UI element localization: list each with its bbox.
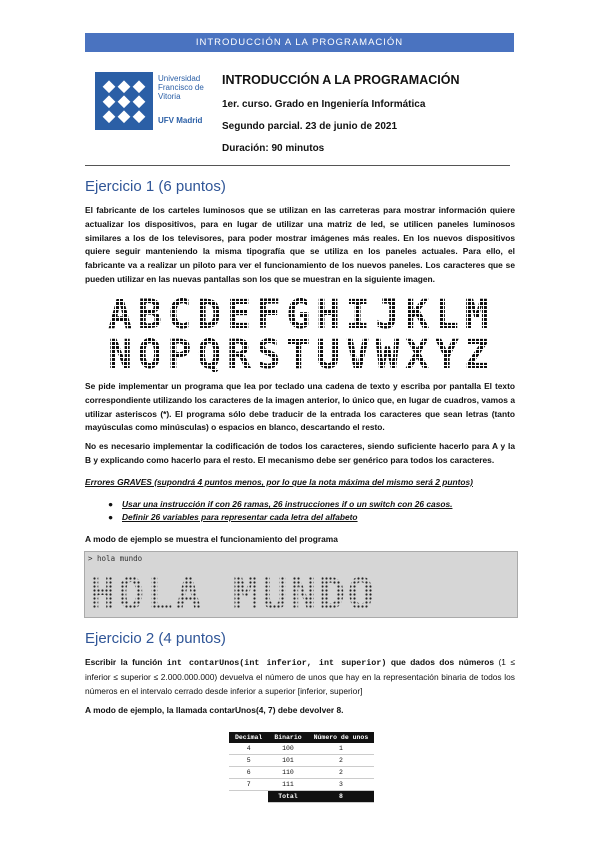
header-bar: INTRODUCCIÓN A LA PROGRAMACIÓN bbox=[85, 33, 514, 52]
logo-line: Francisco de bbox=[158, 83, 204, 92]
table-row: 4 100 1 bbox=[229, 743, 374, 755]
table-header: Número de unos bbox=[308, 732, 375, 743]
font-sample-row2: NOPQRSTUVWXYZ bbox=[108, 332, 488, 372]
errors-title: Errores GRAVES (supondrá 4 puntos menos, por lo que la nota máxima del mismo será 2 puntos) bbox=[85, 477, 473, 487]
error-item: ● Usar una instrucción if con 26 ramas, 26 instrucciones if o un switch con 26 casos. bbox=[108, 499, 453, 509]
terminal-window bbox=[84, 551, 518, 618]
total-value: 8 bbox=[308, 791, 375, 803]
exercise-1-task: Se pide implementar un programa que lea por teclado una cadena de texto y escriba por pantalla El texto correspondiente utilizando los caracteres de la imagen anterior, lo único que, en lugar de cuadros, vamos a utilizar asteriscos (*). El programa sólo debe traducir de la entrada los caracteres que sean letras (tanto mayúsculas como minúsculas) o espacios en blanco, descartando el resto. bbox=[85, 381, 515, 433]
logo-mark-icon bbox=[95, 72, 153, 130]
logo-line: Vitoria bbox=[158, 92, 181, 101]
exercise-2-title: Ejercicio 2 (4 puntos) bbox=[85, 630, 226, 647]
total-label: Total bbox=[268, 791, 307, 803]
font-sample-image bbox=[108, 294, 493, 372]
terminal-command: > hola mundo bbox=[88, 554, 143, 563]
course-title: INTRODUCCIÓN A LA PROGRAMACIÓN bbox=[222, 73, 460, 87]
table-row: 6 110 2 bbox=[229, 767, 374, 779]
exercise-2-example: A modo de ejemplo, la llamada contarUnos(4, 7) debe devolver 8. bbox=[85, 705, 344, 715]
logo-line: Universidad bbox=[158, 74, 201, 83]
font-sample-row1: ABCDEFGHIJKLM bbox=[108, 294, 488, 338]
university-logo bbox=[95, 72, 205, 132]
course-line: 1er. curso. Grado en Ingeniería Informática bbox=[222, 99, 426, 110]
exercise-1-intro: El fabricante de los carteles luminosos que se utilizan en las carreteras para mostrar información quiere actualizar los dispositivos, para en lugar de utilizar una matriz de led, se utilicen paneles luminosos similares a los de los televisores, para poder mostrar imágenes más reales. En los nuevos dispositivos quiere seguir manteniendo la misma tipografía que se utiliza en los paneles actuales. Para ello, el fabricante va a realizar un piloto para ver el funcionamiento de los nuevos paneles. Los caracteres que se pueden utilizar en las nuevas pantallas son los que se muestran en la siguiente imagen. bbox=[85, 205, 515, 284]
example-intro: A modo de ejemplo se muestra el funcionamiento del programa bbox=[85, 534, 338, 544]
function-signature: int contarUnos(int inferior, int superior) bbox=[166, 658, 387, 668]
logo-line: UFV Madrid bbox=[158, 116, 203, 125]
table-header: Binario bbox=[268, 732, 307, 743]
errors-list bbox=[108, 498, 452, 524]
binary-table bbox=[229, 732, 374, 803]
table-row: 5 101 2 bbox=[229, 755, 374, 767]
table-total-row bbox=[229, 791, 374, 803]
divider bbox=[85, 165, 510, 166]
table-header: Decimal bbox=[229, 732, 268, 743]
exercise-1-note: No es necesario implementar la codificación de todos los caracteres, siendo suficiente hacerlo para A y la B y explicando como hacerlo para el resto. El mecanismo debe ser genérico para todos los caracteres. bbox=[85, 441, 515, 465]
exercise-2-constraint: (1 ≤ inferior ≤ superior ≤ 2.000.000.000) devuelva el número de unos que hay en la representación binaria de todos los números en el intervalo cerrado desde inferior a superior [inferior, superior] bbox=[85, 657, 515, 696]
exam-date: Segundo parcial. 23 de junio de 2021 bbox=[222, 121, 398, 132]
exam-duration: Duración: 90 minutos bbox=[222, 143, 325, 154]
exercise-1-title: Ejercicio 1 (6 puntos) bbox=[85, 178, 226, 195]
exercise-2-statement: Escribir la función int contarUnos(int inferior, int superior) que dados dos números (1 ≤ inferior ≤ superior ≤ 2.000.000.000) devuelva el número de unos que hay en la representación binaria de todos los números en el intervalo cerrado desde inferior a superior [inferior, superior] bbox=[85, 657, 515, 696]
table-row: 7 111 3 bbox=[229, 779, 374, 791]
error-item: ● Definir 26 variables para representar cada letra del alfabeto bbox=[108, 512, 358, 522]
terminal-output: HOLA MUNDO bbox=[89, 569, 374, 613]
